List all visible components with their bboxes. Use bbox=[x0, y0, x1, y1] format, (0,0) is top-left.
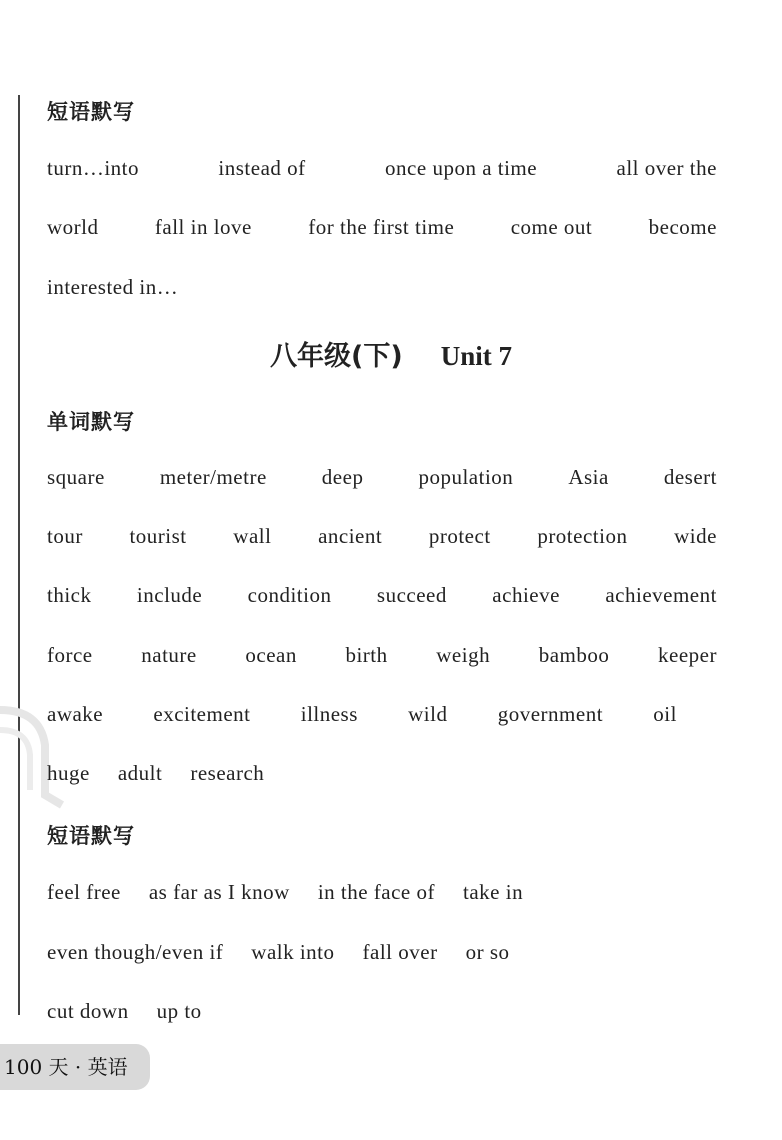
word: wall bbox=[233, 524, 272, 548]
word: square bbox=[47, 465, 105, 489]
word: ancient bbox=[318, 524, 383, 548]
phrase: turn…into bbox=[47, 156, 139, 180]
word: Asia bbox=[568, 465, 609, 489]
word: government bbox=[497, 702, 604, 726]
section1-line-1 bbox=[47, 156, 717, 181]
word: deep bbox=[321, 465, 364, 489]
word: protection bbox=[537, 524, 628, 548]
word: oil bbox=[653, 702, 677, 726]
phrase: take in bbox=[463, 880, 524, 904]
phrase: or so bbox=[465, 940, 510, 964]
word: weigh bbox=[436, 643, 491, 667]
phrase: come out bbox=[510, 215, 593, 239]
phrase: feel free bbox=[47, 880, 121, 904]
word: desert bbox=[663, 465, 717, 489]
word: bamboo bbox=[538, 643, 610, 667]
word: protect bbox=[428, 524, 491, 548]
phrase: once upon a time bbox=[385, 156, 538, 180]
word: keeper bbox=[658, 643, 717, 667]
word: nature bbox=[141, 643, 197, 667]
section3-line-2 bbox=[47, 940, 717, 965]
margin-rule bbox=[18, 95, 20, 1015]
section2-line-2 bbox=[47, 524, 717, 549]
word: wild bbox=[408, 702, 448, 726]
phrase: in the face of bbox=[317, 880, 436, 904]
word: include bbox=[136, 583, 203, 607]
phrase: cut down bbox=[47, 999, 129, 1023]
unit-title bbox=[0, 334, 782, 373]
phrase: interested in… bbox=[47, 275, 179, 299]
section2-line-5 bbox=[47, 702, 677, 727]
phrase: become bbox=[648, 215, 717, 239]
word: meter/metre bbox=[159, 465, 267, 489]
word: awake bbox=[47, 702, 104, 726]
phrase: instead of bbox=[218, 156, 306, 180]
phrase: up to bbox=[156, 999, 202, 1023]
section2-line-4 bbox=[47, 643, 717, 668]
unit-label: Unit 7 bbox=[440, 341, 512, 371]
phrase: world bbox=[47, 215, 99, 239]
word: tour bbox=[47, 524, 83, 548]
word: tourist bbox=[129, 524, 187, 548]
word: ocean bbox=[245, 643, 297, 667]
word: condition bbox=[247, 583, 332, 607]
section2-heading: 单词默写 bbox=[47, 410, 135, 434]
phrase: even though/even if bbox=[47, 940, 224, 964]
section2-line-6 bbox=[47, 761, 717, 786]
phrase: as far as I know bbox=[148, 880, 290, 904]
word: wide bbox=[674, 524, 717, 548]
word: adult bbox=[117, 761, 163, 785]
section1-line-3 bbox=[47, 275, 717, 300]
phrase: walk into bbox=[251, 940, 335, 964]
phrase: fall in love bbox=[154, 215, 252, 239]
section1-line-2 bbox=[47, 215, 717, 240]
word: population bbox=[418, 465, 514, 489]
phrase: fall over bbox=[362, 940, 438, 964]
section3-heading: 短语默写 bbox=[47, 824, 135, 848]
footer-page-label: 100 天 · 英语 bbox=[0, 1044, 150, 1090]
phrase: for the first time bbox=[308, 215, 455, 239]
word: succeed bbox=[376, 583, 447, 607]
word: excitement bbox=[153, 702, 251, 726]
section2-line-3 bbox=[47, 583, 717, 608]
section2-line-1 bbox=[47, 465, 717, 490]
word: thick bbox=[47, 583, 92, 607]
section3-line-1 bbox=[47, 880, 717, 905]
grade-label: 八年级(下) bbox=[270, 341, 403, 372]
word: achieve bbox=[492, 583, 560, 607]
section1-heading: 短语默写 bbox=[47, 100, 135, 124]
word: achievement bbox=[605, 583, 717, 607]
section3-line-3 bbox=[47, 999, 717, 1024]
phrase: all over the bbox=[616, 156, 717, 180]
word: birth bbox=[345, 643, 388, 667]
word: research bbox=[190, 761, 265, 785]
word: force bbox=[47, 643, 93, 667]
word: huge bbox=[47, 761, 90, 785]
word: illness bbox=[300, 702, 358, 726]
